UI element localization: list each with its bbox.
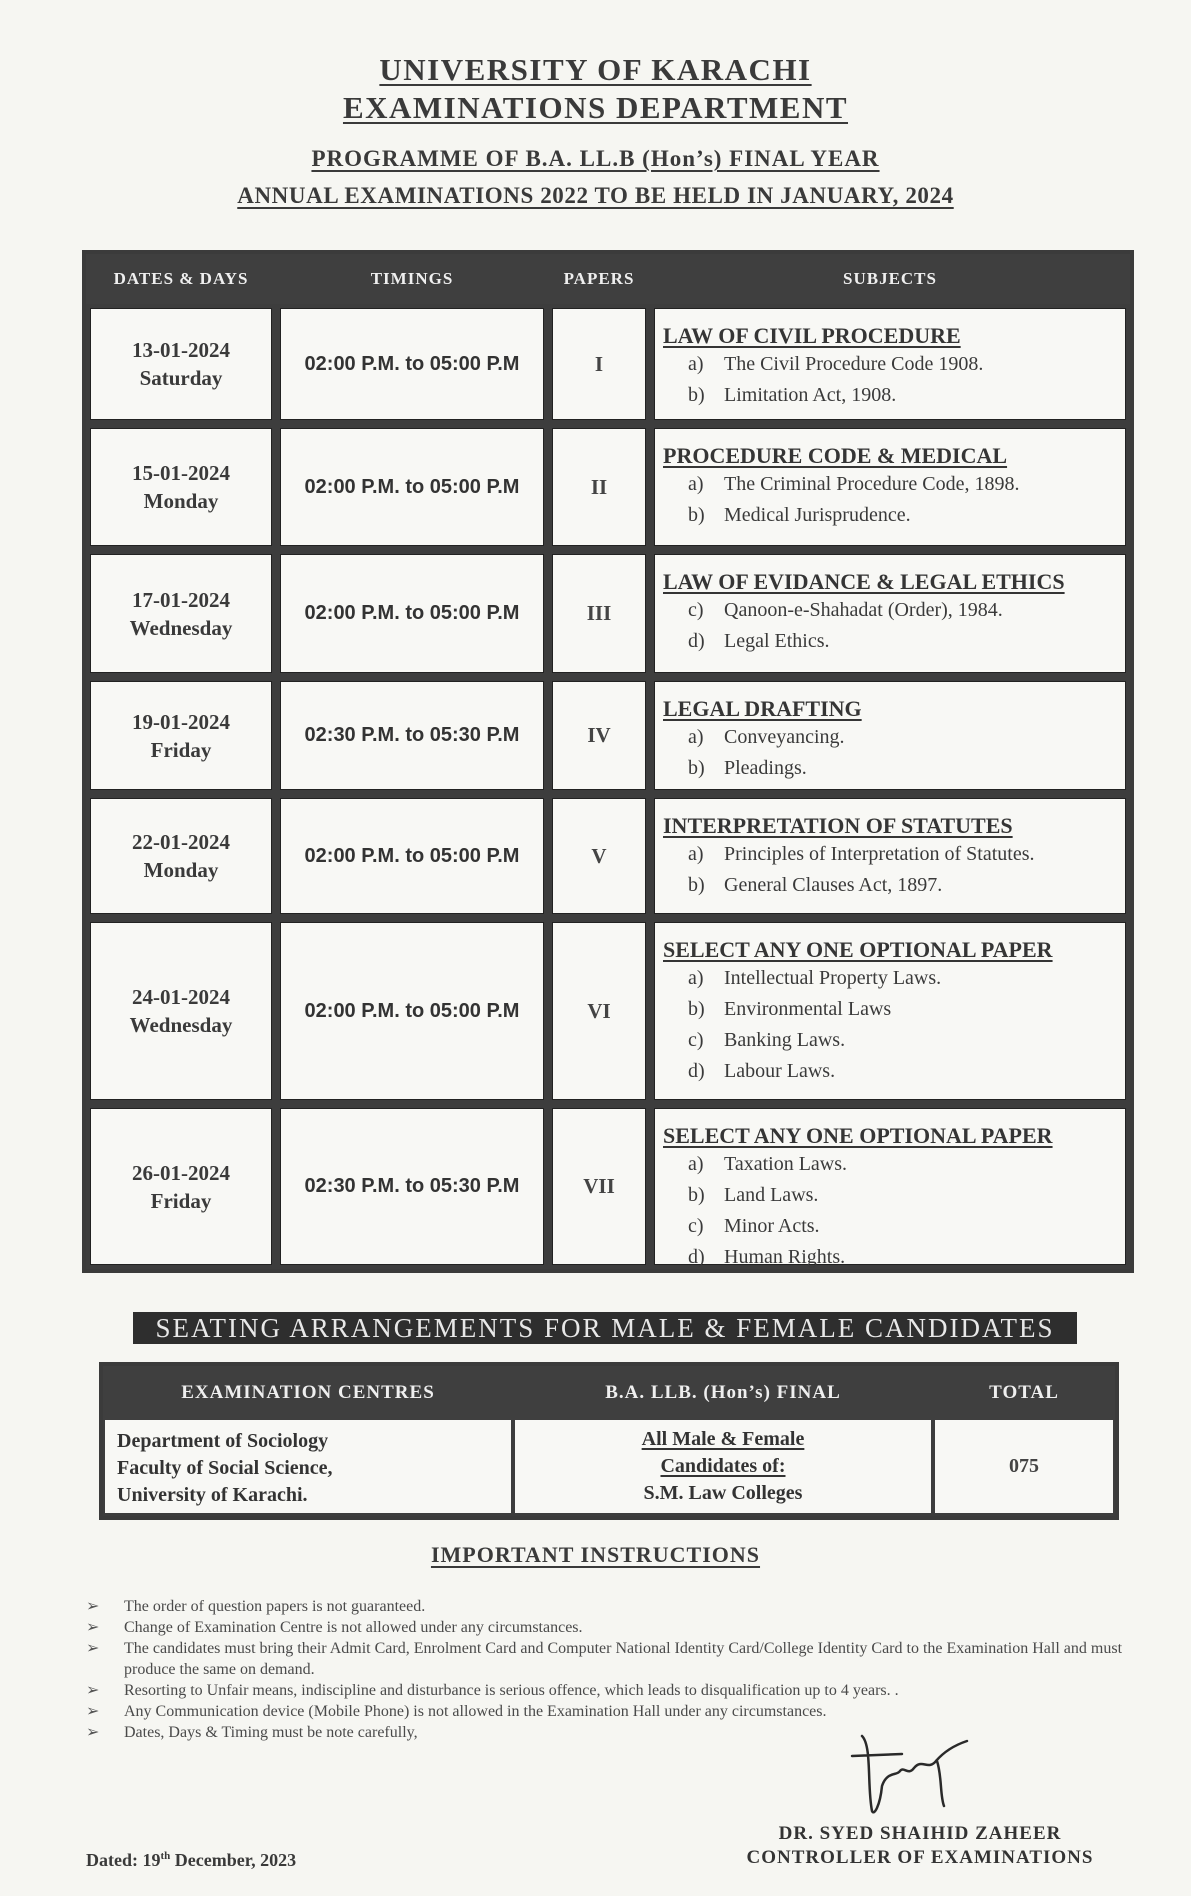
instruction-text: Dates, Days & Timing must be note carefully, [124, 1724, 418, 1741]
subject-item-label: b) [688, 1184, 705, 1206]
subject-item-text: General Clauses Act, 1897. [724, 874, 943, 896]
paper-cell [548, 794, 650, 918]
header-centres: EXAMINATION CENTRES [103, 1366, 513, 1420]
arrow-bullet-icon: ➢ [86, 1724, 100, 1741]
timing-cell [276, 550, 548, 677]
subject-item-text: Qanoon-e-Shahadat (Order), 1984. [724, 599, 1003, 621]
date-cell [86, 918, 276, 1104]
subject-item-label: a) [688, 1153, 704, 1175]
subject-title: INTERPRETATION OF STATUTES [663, 813, 1013, 838]
subject-item-text: Intellectual Property Laws. [724, 967, 942, 989]
arrow-bullet-icon: ➢ [86, 1640, 100, 1657]
candidates-line: Candidates of: [660, 1455, 786, 1477]
paper-number: III [586, 601, 612, 625]
exam-timing: 02:00 P.M. to 05:00 P.M [304, 999, 520, 1022]
date-cell [86, 1104, 276, 1269]
subject-item [663, 839, 1125, 870]
subject-item-label: b) [688, 874, 705, 896]
subject-item-label: a) [688, 353, 704, 375]
schedule-table [82, 250, 1134, 1273]
timing-cell [276, 918, 548, 1104]
exam-day: Friday [150, 1188, 212, 1213]
candidates-line: S.M. Law Colleges [643, 1482, 803, 1504]
paper-number: VI [587, 998, 611, 1023]
subject-item-text: Pleadings. [724, 757, 807, 779]
candidates-line: All Male & Female [641, 1428, 805, 1450]
paper-cell [548, 1104, 650, 1269]
subject-item [663, 349, 1125, 380]
exam-timing: 02:00 P.M. to 05:00 P.M [304, 352, 520, 375]
subject-item-text: Medical Jurisprudence. [724, 504, 911, 526]
arrow-bullet-icon: ➢ [86, 1682, 100, 1699]
header-programme: B.A. LLB. (Hon’s) FINAL [513, 1366, 933, 1420]
arrow-bullet-icon: ➢ [86, 1703, 100, 1720]
subject-cell [650, 677, 1130, 794]
subject-cell [650, 794, 1130, 918]
subject-item [663, 1056, 1125, 1087]
date-cell [86, 424, 276, 550]
instruction-text: The order of question papers is not guaranteed. [124, 1598, 426, 1615]
header-timings: TIMINGS [276, 254, 548, 304]
paper-cell [548, 918, 650, 1104]
paper-number: II [590, 474, 608, 499]
date-cell [86, 550, 276, 677]
total-value: 075 [1009, 1455, 1039, 1477]
exam-date: 22-01-2024 [132, 830, 230, 854]
centre-line: University of Karachi. [117, 1484, 308, 1506]
subject-item-text: Environmental Laws [724, 998, 892, 1020]
total-cell [933, 1420, 1115, 1516]
exam-timing: 02:00 P.M. to 05:00 P.M [304, 844, 520, 867]
subject-item [663, 753, 1125, 784]
university-title: UNIVERSITY OF KARACHI [379, 52, 812, 87]
exam-day: Friday [150, 737, 212, 762]
exam-date: 13-01-2024 [132, 338, 230, 362]
subject-title: SELECT ANY ONE OPTIONAL PAPER [663, 937, 1053, 962]
exam-day: Monday [143, 858, 219, 882]
signatory-title: CONTROLLER OF EXAMINATIONS [746, 1847, 1094, 1868]
subject-item-text: Taxation Laws. [724, 1153, 848, 1175]
exam-timing: 02:00 P.M. to 05:00 P.M [304, 602, 520, 624]
instruction-text: Resorting to Unfair means, indiscipline and disturbance is serious offence, which leads to disqualification up to 4 years. . [124, 1682, 899, 1699]
subject-item-label: b) [688, 998, 705, 1020]
seating-banner: SEATING ARRANGEMENTS FOR MALE & FEMALE CANDIDATES [133, 1312, 1077, 1344]
paper-number: VII [583, 1174, 615, 1198]
subject-item [663, 994, 1125, 1025]
paper-cell [548, 677, 650, 794]
exam-title: ANNUAL EXAMINATIONS 2022 TO BE HELD IN JANUARY, 2024 [237, 183, 954, 208]
candidates-cell [513, 1420, 933, 1516]
subject-item [663, 963, 1125, 994]
arrow-bullet-icon: ➢ [86, 1619, 100, 1636]
subject-item [663, 870, 1125, 901]
subject-item-label: c) [688, 1029, 704, 1051]
exam-timing: 02:30 P.M. to 05:30 P.M [304, 1175, 520, 1197]
department-title: EXAMINATIONS DEPARTMENT [342, 90, 849, 125]
subject-item-text: Labour Laws. [724, 1060, 836, 1082]
subject-item-text: The Civil Procedure Code 1908. [724, 353, 984, 375]
subject-title: LAW OF CIVIL PROCEDURE [663, 323, 961, 348]
subject-item-label: d) [688, 630, 705, 652]
centre-cell [103, 1420, 513, 1516]
subject-title: LEGAL DRAFTING [663, 696, 862, 721]
exam-date: 19-01-2024 [132, 709, 230, 734]
subject-item-label: a) [688, 967, 704, 989]
exam-day: Monday [143, 489, 219, 513]
timing-cell [276, 304, 548, 424]
arrow-bullet-icon: ➢ [86, 1598, 100, 1615]
subject-item [663, 380, 1125, 411]
subject-item-label: a) [688, 726, 704, 748]
date-cell [86, 304, 276, 424]
subject-item [663, 1242, 1125, 1273]
programme-title: PROGRAMME OF B.A. LL.B (Hon’s) FINAL YEAR [311, 146, 880, 171]
instruction-item [86, 1680, 1126, 1701]
subject-item-label: d) [688, 1060, 705, 1082]
paper-cell [548, 550, 650, 677]
date-cell [86, 677, 276, 794]
exam-date: 24-01-2024 [132, 985, 230, 1009]
subject-item-label: b) [688, 504, 705, 526]
header-subjects: SUBJECTS [650, 254, 1130, 304]
instruction-item [86, 1638, 1126, 1680]
instruction-text: Any Communication device (Mobile Phone) is not allowed in the Examination Hall under any circumstances. [124, 1703, 827, 1720]
subject-item-label: d) [688, 1246, 705, 1268]
subject-item-text: Principles of Interpretation of Statutes. [724, 843, 1035, 865]
subject-item-label: a) [688, 473, 704, 495]
header-papers: PAPERS [548, 254, 650, 304]
subject-item-label: c) [688, 599, 704, 621]
subject-item [663, 722, 1125, 753]
date-cell [86, 794, 276, 918]
exam-timing: 02:30 P.M. to 05:30 P.M [304, 724, 520, 746]
exam-day: Saturday [139, 366, 223, 390]
subject-item [663, 595, 1125, 626]
exam-date: 17-01-2024 [132, 587, 230, 612]
centre-line: Faculty of Social Science, [117, 1457, 333, 1479]
subject-item-label: b) [688, 384, 705, 406]
subject-item-text: The Criminal Procedure Code, 1898. [724, 473, 1020, 495]
subject-cell [650, 1104, 1130, 1269]
centre-line: Department of Sociology [117, 1430, 329, 1452]
exam-timing: 02:00 P.M. to 05:00 P.M [304, 475, 520, 498]
subject-item-text: Conveyancing. [724, 726, 845, 748]
signature-icon [842, 1716, 992, 1826]
timing-cell [276, 424, 548, 550]
instructions-title: IMPORTANT INSTRUCTIONS [430, 1542, 761, 1567]
subject-item [663, 469, 1125, 500]
subject-cell [650, 424, 1130, 550]
subject-title: LAW OF EVIDANCE & LEGAL ETHICS [663, 569, 1065, 594]
instruction-text: The candidates must bring their Admit Card, Enrolment Card and Computer National Identity Card/College Identity Card to the Examination Hall and must produce the same on demand. [124, 1640, 1123, 1678]
subject-cell [650, 304, 1130, 424]
paper-number: I [594, 351, 604, 376]
subject-item-label: c) [688, 1215, 704, 1237]
subject-item-text: Legal Ethics. [724, 630, 830, 652]
dated-line: Dated: 19th December, 2023 [86, 1850, 297, 1870]
timing-cell [276, 794, 548, 918]
subject-item-text: Banking Laws. [724, 1029, 846, 1051]
subject-item-text: Land Laws. [724, 1184, 819, 1206]
header-dates: DATES & DAYS [86, 254, 276, 304]
subject-item-label: a) [688, 843, 704, 865]
timing-cell [276, 677, 548, 794]
header-total: TOTAL [933, 1366, 1115, 1420]
exam-day: Wednesday [129, 1013, 233, 1037]
subject-item [663, 1180, 1125, 1211]
instruction-text: Change of Examination Centre is not allowed under any circumstances. [124, 1619, 583, 1636]
seating-table [99, 1362, 1119, 1520]
paper-number: V [591, 843, 607, 868]
subject-item-text: Limitation Act, 1908. [724, 384, 897, 406]
subject-item [663, 1025, 1125, 1056]
exam-date: 26-01-2024 [132, 1160, 230, 1185]
subject-title: SELECT ANY ONE OPTIONAL PAPER [663, 1123, 1053, 1148]
subject-cell [650, 918, 1130, 1104]
paper-cell [548, 304, 650, 424]
signatory-block [700, 1822, 1140, 1870]
subject-cell [650, 550, 1130, 677]
subject-item-label: b) [688, 757, 705, 779]
subject-item [663, 1149, 1125, 1180]
subject-item [663, 500, 1125, 531]
instruction-item [86, 1617, 1126, 1638]
exam-day: Wednesday [129, 615, 233, 640]
timing-cell [276, 1104, 548, 1269]
signatory-name: DR. SYED SHAIHID ZAHEER [778, 1823, 1062, 1844]
instruction-item [86, 1596, 1126, 1617]
subject-item [663, 1211, 1125, 1242]
exam-date: 15-01-2024 [132, 461, 230, 485]
paper-number: IV [587, 723, 611, 747]
subject-title: PROCEDURE CODE & MEDICAL [663, 443, 1008, 468]
subject-item [663, 626, 1125, 657]
subject-item-text: Minor Acts. [724, 1215, 820, 1237]
subject-item-text: Human Rights. [724, 1246, 846, 1268]
paper-cell [548, 424, 650, 550]
